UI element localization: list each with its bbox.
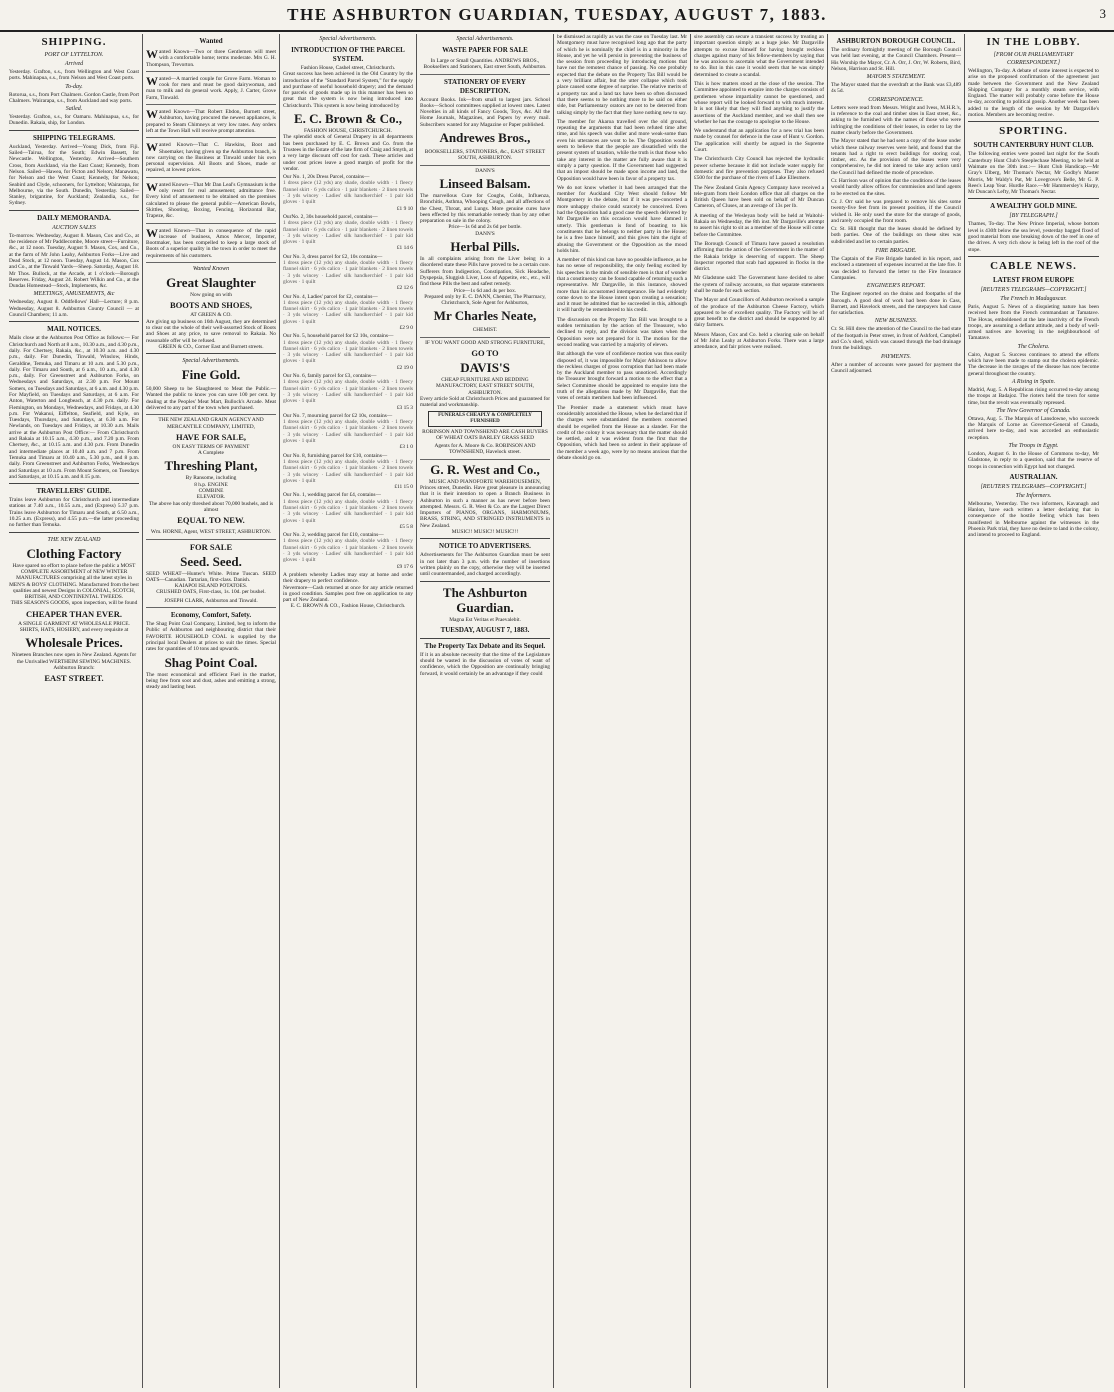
dann-text: Prepared only by E. C. DANN, Chemist, The Pharmacy, Christchurch, Sole Agent for Ashburton,	[424, 293, 546, 307]
news-paragraph: Mr Gladstone said: The Government have decided to alter the system of railway accounts, so that separate statements shall be made for each section.	[694, 275, 824, 294]
telegrams-heading: SHIPPING TELEGRAMS.	[33, 133, 115, 142]
divider	[9, 532, 139, 533]
ecbrown-signature: E. C. BROWN & CO., Fashion House, Christchurch.	[290, 603, 406, 610]
parcel-total: £9 17 6	[396, 563, 413, 570]
parcel-entry	[283, 413, 413, 451]
auction-heading: AUCTION SALES	[52, 224, 96, 231]
parcel-entry	[283, 294, 413, 332]
new-business-text: Cr. St. Hill drew the attention of the Council to the bad state of the footpath in Peter street, in front of Ashford, Campbell and Co.'s shed, which was caused through the bad drainage from the buildings.	[831, 326, 961, 352]
parcel-title: Our No. 2, wedding parcel for £10, contains—	[283, 532, 384, 539]
parcel-total: £2 19 0	[396, 364, 413, 371]
shipping-heading: SHIPPING.	[41, 36, 107, 48]
today-heading: To-day.	[65, 83, 83, 90]
divider	[968, 198, 1099, 199]
egypt-heading: The Troops in Egypt.	[1008, 442, 1059, 449]
reuter-label: [REUTER'S TELEGRAMS—COPYRIGHT.]	[980, 286, 1087, 293]
council-paragraph: Cr. St. Hill thought that the leases should be defined by both parties. One of the buildings on these sites was subdivided and let to certain parties.	[831, 226, 961, 245]
stationery-heading: STATIONERY OF EVERY DESCRIPTION.	[444, 77, 526, 95]
news-paragraph: A meeting of the Wesleyan body will be held at Waitohi-Rakaia on Wednesday, the 8th inst. Mr Dargaville's attempt to assert his right to sit as a member of the House will come before the Committee.	[694, 212, 824, 238]
economy-heading: Economy, Comfort, Safety.	[170, 611, 252, 620]
australian-heading: AUSTRALIAN.	[1009, 472, 1058, 481]
cholera-heading: The Cholera.	[1017, 343, 1050, 350]
parcel-total: £11 15 0	[394, 484, 413, 491]
davis-sub: CHEAP FURNITURE AND BEDDING MANUFACTORY, EAST STREET SOUTH, ASHBURTON.	[436, 377, 534, 396]
parcel-entry	[283, 333, 413, 371]
news-paragraph: The Borough Council of Timaru have passed a resolution affirming that the action of the Government in the matter of the Rakaia bridge is deserving of support. The Sheep Inspector reported that scab had appeared in flocks in the district.	[694, 240, 824, 273]
herbal-text: In all complaints arising from the Liver being in a disordered state these Pills have proved to be a certain cure. Sufferers from Indigestion, Constipation, Sick Headache, Dyspepsia, Sluggish Liver, Loss of Appetite, etc., etc., will find these Pills the best and safest remedy.	[420, 256, 550, 288]
europe-heading: LATEST FROM EUROPE	[992, 275, 1075, 284]
auction-text: To-morrow. Wednesday, August 8. Mason, Cox and Co., at the residence of Mr Paddlecombe, Moore street—Furniture, &c., at 12 noon. Tuesday, August 9. Mason, Cox, and Co., at the farm of Mr John Leahy, Ashburton Forks—Live and Dead Stock, at 12 noon. Tuesday, August 14. Mason, Cox and Co., at the Tinwald Yards—Sheep. Saturday, August 18. Mr Thos. Bullock, at the Arcade, at 1 o'clock—Borough Reserves. Friday, August 24. Robert Wilkin and Co., at the Dundas Homestead—Stock, Implements, &c.	[9, 232, 139, 290]
clothing-text: Have spared no effort to place before the public a MOST COMPLETE ASSORTMENT of NEW WINTER MANUFACTURES comprising all the latest styles in MEN'S & BOYS' CLOTHING. Manufactured from the best qualities and newest Designs in COLONIAL, SCOTCH, BRITISH, AND CONTINENTAL TWEEDS.	[9, 562, 139, 601]
payments-text: After a number of accounts were passed for payment the Council adjourned.	[831, 361, 961, 374]
meetings-heading: MEETINGS, AMUSEMENTS, &c	[33, 291, 115, 298]
herbal-pills-heading: Herbal Pills.	[450, 239, 520, 255]
furniture-text: IF YOU WANT GOOD AND STRONG FURNITURE,	[425, 339, 545, 346]
sailed-heading: Sailed.	[65, 106, 83, 113]
engineer-heading: ENGINEER'S REPORT.	[866, 283, 926, 290]
complete-label: A Complete	[198, 450, 224, 457]
clothing-factory-heading: Clothing Factory	[26, 545, 122, 561]
wanted-ad: Wanted Known—Two or three Gentlemen will meet with a comfortable home; terms moderate. Mrs G. H. Thompson, Trevorton.	[146, 47, 276, 72]
go-to-label: GO TO	[471, 348, 499, 359]
divider	[9, 130, 139, 131]
parcel-items: 1 dress piece (12 yds) any shade, double width · 1 fleecy flannel skirt · 6 yds calico · 1 pair blankets · 2 linen towels · 3 yds wincey · Ladies' silk handkerchief · 1 pair kid gloves · 1 quilt	[283, 339, 413, 365]
payments-heading: PAYMENTS.	[880, 353, 912, 360]
linseed-text: The marvellous Cure for Coughs, Colds, Influenza, Bronchitis, Asthma, Whooping Cough, and all affections of the Chest, Throat, and Lungs. More genuine cures have been effected by this remarkable remedy than by any other preparation on sale in the colony.	[420, 192, 550, 225]
notice-heading: NOTICE TO ADVERTISERS.	[439, 542, 531, 551]
street-label: EAST STREET.	[44, 673, 104, 684]
travellers-heading: TRAVELLERS' GUIDE.	[36, 487, 112, 496]
parcel-title: Our No. 8, furnishing parcel for £10, contains—	[283, 452, 388, 459]
economy-text: The Shag Point Coal Company, Limited, beg to inform the Public of Ashburton and neighbouring district that their FAVORITE HOUSEHOLD COAL is supplied by the principal local Dealers at prices to suit the times. Special rates for quantities of 10 tons and upwards.	[146, 621, 276, 653]
parcel-title: Our No. 7, mourning parcel for £2 10s, contains—	[283, 412, 393, 419]
danns-label: DANN'S	[475, 230, 495, 237]
parcel-list	[283, 174, 413, 570]
wanted-ad: Wanted Known—That Robert Ebdon, Burnett street, Ashburton, having procured the newest appliances, is prepared to Steam Chimneys at very low rates. Any orders left at the Town Hall will receive prompt attention.	[146, 107, 276, 138]
andrews-heading: Andrewes Bros.,	[439, 130, 531, 146]
nz-heading: THE NEW ZEALAND	[47, 536, 101, 543]
special-heading: Special Advertisements.	[456, 36, 514, 42]
meat-ad: 50,000 Sheep to be Slaughtered to Meat the Public.—Wanted the public to know you can save 100 per cent. by dealing at the Peoples' Meat Mart, Bullock's Arcade. Meat delivered to any part of the town when purchased.	[146, 384, 276, 415]
for-sale-heading: FOR SALE	[189, 541, 233, 552]
green-text: Are giving up business on 16th August, they are determined to clear out the whole of their well-assorted Stock of Boots and Shoes at any price, to save removal to Rakaia. No reasonable offer will be refused.	[146, 318, 276, 344]
editorial-paragraph: The Premier made a statement which must have considerably astonished the House, when he declared that if the charges were substantiated the members concerned should be expelled from the House as a slander. For the credit of the colony it was necessary that the matter should be settled, and it was evident from the first that the Opposition, which had been so ardent in their applause of the member a week ago, were by no means anxious that the debate should go on.	[557, 404, 687, 461]
parcel-post2: Nevermore—Cash returned at once for any article returned in good condition. Samples post free on application to any part of New Zealand.	[283, 584, 413, 604]
fire-brigade-text: The Captain of the Fire Brigade handed in his report, and enclosed a statement of expenses incurred at the late fire. It was decided to forward the letter to the Fire Insurance Companies.	[831, 256, 961, 281]
robinson-text: ROBINSON AND TOWNSHEND ARE CASH BUYERS OF WHEAT OATS BARLEY GRASS SEED	[422, 428, 548, 441]
news-paragraph: Messrs Mason, Cox and Co. held a clearing sale on behalf of Mr John Leahy at Ashburton Forks. There was a large attendance, and fair prices were realised.	[694, 331, 824, 351]
spain-heading: A Rising in Spain.	[1011, 378, 1056, 385]
council-paragraph: The Mayor stated that he had sent a copy of the lease under which these railway reserves were held, and found that the tenants had a right to erect buildings for storing coal, timber, etc. As the provision of the leases were very comprehensive, he did not intend to take any action until the Council had defined the mode of procedure.	[831, 138, 961, 176]
divider	[420, 638, 550, 639]
parcel-system-heading: INTRODUCTION OF THE PARCEL SYSTEM.	[291, 46, 405, 63]
fashion-house: Fashion House, Cashel street, Christchurch.	[300, 65, 396, 71]
divider	[420, 538, 550, 539]
oats-label: CRUSHED OATS, First-class, 1s. 10d. per bushel.	[156, 589, 266, 596]
waste-paper-heading: WASTE PAPER FOR SALE	[442, 46, 528, 54]
parcel-title: Our No. 1, 20s Dress Parcel, contains—	[283, 174, 370, 181]
masthead	[0, 0, 1114, 32]
divider	[146, 353, 276, 354]
mail-heading: MAIL NOTICES.	[47, 325, 101, 334]
arrived-text: Yesterday. Grafton, s.s., from Wellington and West Coast ports. Mahinapua, s.s., from Nelson and West Coast ports.	[9, 69, 139, 82]
slaughter-sub: Now going on with	[190, 292, 232, 299]
news-paragraph: The Christchurch City Council has rejected the hydraulic power scheme because it did not include water supply for domestic and fire prevention purposes. They also refused £500 for the purchase of the rivers of Lake Ellesmere.	[694, 156, 824, 182]
travellers-text: Trains leave Ashburton for Christchurch and intermediate stations at 7.40 a.m., 10.55 a.m., and (Express) 5.37 p.m. Trains leave Ashburton for Timaru and South, at 6.50 a.m., 10.25 a.m. (Express), and 4.55 p.m.—the latter proceeding no further than Temuka.	[9, 497, 139, 529]
grwest-text: Princes street, Dunedin. Have great pleasure in announcing that it is their intention to open a Branch Business in Ashburton in such a manner as has never before been attempted. Messrs. G. R. West & Co. are the Largest Direct Importers of PIANOS, ORGANS, HARMONIUMS, BRASS, STRING, AND STRINGED INSTRUMENTS in New Zealand.	[420, 484, 550, 529]
stationery-text: Account Books. Ink—from small to largest jars. School Books—School committees supplied at lowest rates. Latest Novelties in all kinds of Fancy Goods, Toys, &c. All the Home Journals, Magazines, and Papers by every mail. Subscribers wanted for any Magazine or Paper published.	[420, 96, 550, 128]
page-number: 3	[1099, 6, 1106, 21]
have-for-sale: HAVE FOR SALE,	[176, 431, 246, 442]
notice-text: Advertisements for The Ashburton Guardian must be sent in not later than 3 p.m. with the number of insertions written plainly on the copy, otherwise they will be inserted until countermanded, and charged accordingly.	[420, 552, 550, 578]
engineer-text: The Engineer reported on the drains and footpaths of the Borough. A good deal of work had been done in Cass, Burnett, and Havelock streets, and the ratepayers had cause for satisfaction.	[831, 291, 961, 317]
potatoes-label: KAIAPOI ISLAND POTATOES.	[174, 583, 248, 590]
fire-brigade-heading: FIRE BRIGADE.	[875, 248, 917, 255]
equal-to-new: EQUAL TO NEW.	[177, 515, 245, 526]
parcel-total: £3 15 3	[396, 404, 413, 411]
column-borough-council	[828, 34, 965, 1388]
news-paragraph: The New Zealand Grain Agency Company have received a tele-gram from their London office that all charges on the British Queen have been sold on behalf of Mr Duncan Cameron, of Cluses, at an average of 13s per lb.	[694, 184, 824, 210]
editorial-heading: The Property Tax Debate and its Sequel.	[424, 641, 546, 650]
cable-news-heading: CABLE NEWS.	[990, 259, 1077, 272]
parcel-title: Our No. 1, wedding parcel for £4, contains—	[283, 492, 381, 499]
news-paragraph: The Mayor and Councillors of Ashburton received a sample of the produce of the Ashburton Cheese Factory, which appeared to be of excellent quality. The Factory will be of great benefit to the district and should be supported by all dairy farmers.	[694, 297, 824, 329]
madagascar-text: Paris, August 5. News of a disquieting nature has been received here from the French commandant at Tamatave. The Hovas, emboldened at the late inactivity of the French troops, are assuming a defiant attitude, and a body of well-armed natives are hovering in the neighbourhood of Tamatave.	[968, 303, 1099, 342]
gold-mine-heading: A WEALTHY GOLD MINE.	[990, 202, 1077, 211]
parcel-items: 1 dress piece (12 yds) any shade, double width · 1 fleecy flannel skirt · 6 yds calico · 1 pair blankets · 2 linen towels · 3 yds wincey · Ladies' silk handkerchief · 1 pair kid gloves · 1 quilt	[283, 379, 413, 405]
memoranda-heading: DAILY MEMORANDA.	[37, 213, 111, 222]
divider	[9, 483, 139, 484]
grain-agency: THE NEW ZEALAND GRAIN AGENCY AND MERCANTILE COMPANY, LIMITED,	[158, 417, 264, 430]
threshing-heading: Threshing Plant,	[164, 458, 258, 474]
clothing-foot: Nineteen Branches now open in New Zealand. Agents for the Unrivalled WERTHEIM SEWING MACHINES.	[11, 652, 137, 665]
wanted-ad: Wanted Known—That Mr Dan Leal's Gymnasium is the only resort for real amusement; admittance free. Every kind of amusement to be obtained on the premises calculated to please the general public—American Bowls, Skittles, Shooting, Boxing, Fencing, Horizontal Bar, Trapeze, &c.	[146, 180, 276, 224]
telegrams-text: Auckland, Yesterday. Arrived—Young Dick, from Fiji. Sailed—Tairua, for the South; Edwin Bassett, for Newcastle. Wellington, Yesterday. Arrived—Southern Cross, from Auckland, via the East Coast; Kennedy, from Nelson. Sailed—Hawea, for Picton and Nelson; Manawatu, for Nelson and the West Coast; Kennedy, for Nelson; Seabird and Clyde, schooners, for Lyttelton; Wairarapa, for Melbourne, via the South. Dunedin, Yesterday. Sailed—Stanley, brigantine, for Auckland; Zealandia, s.s., for Sydney.	[9, 143, 139, 207]
hunt-club-heading: SOUTH CANTERBURY HUNT CLUB.	[973, 141, 1094, 150]
slaughter-pre: Wanted Known	[192, 266, 230, 273]
guardian-nameplate: The Ashburton Guardian.	[442, 584, 528, 615]
shag-point-heading: Shag Point Coal.	[164, 654, 258, 670]
parcel-entry	[283, 254, 413, 292]
editorial-paragraph: We do not know whether it had been arranged that the member for Auckland City West should follow Mr Montgomery in the debate, but if it was pre-concerted a more unhappy choice could scarcely be conceived. Even had the Opposition had a good case the speech delivered by Mr Dargaville on this occasion would have damned it utterly. This gentleman is fond of boasting to his constituents that he belongs to neither party in the House; he is a free lance himself, and this gives him the right of abusing the Government or the Opposition as the mood holds him.	[557, 184, 687, 254]
parcel-items: 1 dress piece (12 yds) any shade, double width · 1 fleecy flannel skirt · 6 yds calico · 1 pair blankets · 2 linen towels · 3 yds wincey · Ladies' silk handkerchief · 1 pair kid gloves · 1 quilt	[283, 260, 413, 285]
column-editorial	[554, 34, 691, 1388]
parcel-entry	[283, 453, 413, 491]
cheaper-heading: CHEAPER THAN EVER.	[26, 608, 122, 619]
editorial-paragraph: But although the vote of confidence motion was thus easily disposed of, it was impossible for Major Atkinson to allow the reckless charges of gross corruption that had been made by the Auckland member to pass unnoticed. Accordingly the Treasurer brought forward a motion to the effect that a Select Committee should be appointed to enquire into the truth of the allegations made by Mr Dargaville, that the votes of certain members had been influenced.	[557, 351, 687, 402]
wanted-ad: Wanted Known—That C. Hawkins, Boot and Shoemaker, having given up the Ashburton branch, is now carrying on the Business at Tinwald under his own personal supervision. All Boots and Shoes, made or repaired, at lowest prices.	[146, 140, 276, 177]
wanted-heading: Wanted	[199, 37, 223, 45]
horne-signature: Wm. HORNE, Agent, WEST STREET, ASHBURTON.	[146, 527, 276, 539]
ecbrown-heading: E. C. Brown & Co.,	[293, 111, 403, 127]
easy-terms: ON EASY TERMS OF PAYMENT	[172, 443, 250, 450]
lobby-source: [FROM OUR PARLIAMENTARY CORRESPONDENT.]	[993, 52, 1074, 66]
parcel-items: 1 dress piece (12 yds) any shade, double width · 1 fleecy flannel skirt · 6 yds calico · 1 pair blankets · 2 linen towels · 3 yds wincey · Ladies' silk handkerchief · 1 pair kid gloves · 1 quilt	[283, 498, 413, 524]
canada-text: Ottawa, Aug. 5. The Marquis of Lansdowne, who succeeds the Marquis of Lorne as Governor-General of Canada, arrived here to-day, and was accorded an enthusiastic reception.	[968, 415, 1099, 441]
reuter-label: [REUTER'S TELEGRAMS—COPYRIGHT.]	[980, 483, 1087, 490]
special-heading: Special Advertisements.	[182, 358, 240, 365]
informers-text: Melbourne, Yesterday. The two informers, Kavanagh and Hanlon, have each written a letter declaring that in consequence of the hostile feeling which has been manifested in Melbourne against the witnesses in the Phoenix Park trial, they have no desire to land in the colony, and intend to proceed to England.	[968, 500, 1099, 539]
council-paragraph: Cr. Harrison was of opinion that the conditions of the leases would hardly allow offices for commission and land agents to be erected on the sites.	[831, 178, 961, 197]
news-paragraph: This is how matters stood at the close of the session. The Committee appointed to enquire into the charges consists of gentlemen whose impartiality cannot be questioned, and whose report will be looked forward to with much interest. It is not likely that they will find anything to justify the assertions of the Auckland member, and we shall then see whether he has the courage to apologise to the House.	[694, 81, 824, 125]
column-wanted	[143, 34, 280, 1388]
hunt-text: The following entries were posted last night for the South Canterbury Hunt Club's Steeplechase Meeting, to be held at Waimate on the 30th inst.:— Hunt Club Handicap.—Mr Gray's Ulberg, Mr Thomas's Nectar, Mr Godby's Master Morris, Mr Waldy's Pat, Mr Lovegrove's Belle, Mr G. P. Rees's Leap Year. Hurdle Race.—Mr Hammersley's Harpy, Mr Duncan's Lefty, Mr Thomas's Nectar.	[968, 151, 1099, 196]
linseed-heading: Linseed Balsam.	[439, 175, 531, 191]
column-parcels	[280, 34, 417, 1388]
parcel-total: £2 12 6	[396, 285, 413, 292]
wanted-ad: Wanted—A married couple for Grove Farm. Woman to cook for men and must be good dairywoman, and man to milk and do general work. Apply, J. Carter, Grove Farm, Tinwald.	[146, 74, 276, 105]
divider	[968, 121, 1099, 122]
neate-heading: Mr Charles Neate,	[433, 308, 537, 324]
combine-label: COMBINE	[198, 488, 224, 495]
port-heading: PORT OF LYTTELTON.	[44, 52, 104, 58]
clark-signature: JOSEPH CLARK, Ashburton and Tinwald.	[146, 596, 276, 608]
page-columns	[6, 34, 1108, 1388]
shag-text: The most economical and efficient Fuel in the market, being free from soot and dust, ashes and emitting a strong, steady and lasting heat.	[146, 671, 276, 691]
davis-heading: DAVIS'S	[460, 360, 510, 376]
editorial-paragraph: The discussion on the Property Tax Bill was brought to a sudden termination by the action of the Treasurer, who declined to reply, and the division was taken when the Opposition were not prepared for it. The motion for the second reading was carried by a majority of eleven.	[557, 316, 687, 348]
guardian-date: TUESDAY, AUGUST 7, 1883.	[440, 625, 530, 634]
lobby-heading: IN THE LOBBY.	[986, 36, 1081, 48]
divider	[9, 321, 139, 322]
price-label: Price—1s 6d and 2s 6d per bottle.	[448, 224, 522, 231]
sporting-heading: SPORTING.	[999, 125, 1068, 138]
parcel-entry	[283, 373, 413, 411]
spain-text: Madrid, Aug. 5. A Republican rising occurred to-day among the troops at Badajoz. The rioters held the town for some time, but the revolt was eventually repressed.	[968, 386, 1099, 406]
robinson-agents: Agents for A. Moore & Co. ROBINSON AND TOWNSHEND, Havelock street.	[420, 441, 550, 460]
parcel-title: Our No. 6, family parcel for £3, contains—	[283, 373, 377, 380]
mayor-heading: MAYOR'S STATEMENT.	[866, 74, 926, 81]
boots-heading: BOOTS AND SHOES,	[170, 300, 252, 311]
parcel-items: 1 dress piece (12 yds) any shade, double width · 1 fleecy flannel skirt · 6 yds calico · 1 pair blankets · 2 linen towels · 3 yds wincey · Ladies' silk handkerchief · 1 pair kid gloves · 1 quilt	[283, 299, 413, 325]
parcel-total: £1 9 10	[396, 205, 413, 212]
grwest-sub: MUSIC AND PIANOFORTE WAREHOUSEMEN,	[428, 478, 542, 485]
parcel-title: OurNo. 2, 30s household parcel, contains—	[283, 213, 378, 220]
parcel-total: £3 1 0	[399, 444, 413, 451]
council-heading: ASHBURTON BOROUGH COUNCIL.	[836, 37, 956, 45]
branch-label: Ashburton Branch:	[53, 664, 95, 671]
cheaper-pre: THIS SEASON'S GOODS, upon inspection, will be found	[10, 600, 138, 607]
price-label: Price—1s 6d and 4s per box.	[453, 287, 517, 294]
threshed-text: The above has only threshed about 70,000 bushels, and is almost	[148, 500, 274, 513]
great-slaughter-heading: Great Slaughter	[166, 275, 256, 291]
parcel-title: Our No. 3, dress parcel for £2, 10s contains—	[283, 253, 383, 260]
council-intro: The ordinary fortnightly meeting of the Borough Council was held last evening, at the Council Chambers. Present—His Worship the Mayor, Cr. A. Orr, J. Orr, W. Roberts, Bird, Nelson, Harrison and St. Hill.	[831, 47, 961, 72]
parcel-title: Our No. 4, Ladies' parcel for £2, contains—	[283, 293, 378, 300]
parcel-items: 1 dress piece (12 yds) any shade, double width · 1 fleecy flannel skirt · 6 yds calico · 1 pair blankets · 2 linen towels · 3 yds wincey · Ladies' silk handkerchief · 1 pair kid gloves · 1 quilt	[283, 180, 413, 206]
column-local-news	[691, 34, 828, 1388]
elevator-label: ELEVATOR.	[196, 494, 226, 501]
parcel-entry	[283, 532, 413, 570]
parcel-total: £2 9 0	[399, 324, 413, 331]
parcel-title: Our No. 5, household parcel for £2 10s, contains—	[283, 333, 394, 340]
divider	[968, 256, 1099, 257]
green-signature: GREEN & CO., Corner East and Burnett streets.	[158, 343, 264, 350]
music-label: MUSIC!! MUSIC!! MUSIC!!!	[451, 529, 519, 536]
lobby-text: Wellington, To-day. A debate of some interest is expected to arise on the proposed confirmation of the agreement just made between the Government and the New Zealand Shipping Company for a monthly steam service, with England. The matter will probably come before the House to-day, according to political gossip. Another week has been added to the length of the session by Mr Dargaville's motion. Members are becoming restive.	[968, 68, 1099, 119]
wholesale-heading: Wholesale Prices.	[25, 635, 123, 651]
parcel-items: 1 dress piece (12 yds) any shade, double width · 1 fleecy flannel skirt · 6 yds calico · 1 pair blankets · 2 linen towels · 3 yds wincey · Ladies' silk handkerchief · 1 pair kid gloves · 1 quilt	[283, 220, 413, 246]
special-heading: Special Advertisements.	[319, 36, 377, 42]
column-telegrams	[965, 34, 1102, 1388]
parcel-items: 1 dress piece (12 yds) any shade, double width · 1 fleecy flannel skirt · 6 yds calico · 1 pair blankets · 2 linen towels · 3 yds wincey · Ladies' silk handkerchief · 1 pair kid gloves · 1 quilt	[283, 458, 413, 484]
correspondence-text: Letters were read from Messrs. Wright and Ivess, M.H.R.'s, in reference to the coal and timber sites in East street, &c., asking to be furnished with the names of those who were infringing the conditions of their leases, in order to lay the matter clearly before the Government.	[831, 104, 961, 136]
editorial-text: If it is an absolute necessity that the time of the Legislature should be wasted in the discussion of votes of want of confidence, which the Opposition are continually bringing forward, it would certainly be an advantage if they could	[420, 651, 550, 677]
seed-heading: Seed. Seed.	[180, 553, 242, 569]
editorial-paragraph: be dismissed as rapidly as was the case on Tuesday last. Mr Montgomery must have recognised long ago that the party of which he is nominally the chief is in a minority in the House, and yet he will persist in preventing the business of the session from proceeding by introducing motions that have not the remotest chance of passing. No one probably expected that the debate on the Property Tax Bill would be a very brilliant affair, but the utter collapse which took place caused some degree of surprise. The relative merits of a property tax and a land tax have been so often discussed that there seems to be nothing more to be said on either side, but Parliamentary orators are not to be deterred from talking simply by the fact that they have nothing new to say.	[557, 34, 687, 116]
arrived-heading: Arrived	[64, 61, 84, 67]
parcel-items: 1 dress piece (12 yds) any shade, double width · 1 fleecy flannel skirt · 6 yds calico · 1 pair blankets · 2 linen towels · 3 yds wincey · Ladies' silk handkerchief · 1 pair kid gloves · 1 quilt	[283, 538, 413, 564]
editorial-paragraph: A member of this kind can have no possible influence, as he has no sense of responsibility, the only feeling excited by his speeches in the minds of sensible men is that of wonder that a constituency can be found capable of returning such a representative. Mr Dargaville, in this instance, showed more than his accustomed intemperance. He had evidently come down to the House intent upon creating a sensation; and it must be admitted that he succeeded in this, although it will hardly be remembered to his credit.	[557, 257, 687, 314]
intro-text: Great success has been achieved in the Old Country by the introduction of the "Standard Parcel System," for the supply and purchase of useful household drapery; and the demand for parcels of goods made up in this manner has been so great that the system is now being introduced into Christchurch. This system is now being introduced by	[283, 71, 413, 109]
divider	[420, 581, 550, 582]
fine-gold-heading: Fine Gold.	[181, 367, 241, 383]
waste-text: In Large or Small Quantities. ANDREWS BROS., Booksellers and Stationers, East street South, Ashburton.	[420, 56, 550, 75]
parcel-items: 1 dress piece (12 yds) any shade, double width · 1 fleecy flannel skirt · 6 yds calico · 1 pair blankets · 2 linen towels · 3 yds wincey · Ladies' silk handkerchief · 1 pair kid gloves · 1 quilt	[283, 419, 413, 445]
column-shipping	[6, 34, 143, 1388]
canada-heading: The New Governor of Canada.	[996, 407, 1071, 414]
madagascar-heading: The French in Madagascar.	[1000, 295, 1067, 302]
seed-list: SEED WHEAT—Hunter's White. Prime Tuscan. SEED OATS—Canadian. Tartarian, first-class. Danish.	[146, 570, 276, 583]
mayor-text: The Mayor stated that the overdraft at the Bank was £3,489 4s 5d.	[831, 82, 961, 95]
parcel-entry	[283, 492, 413, 530]
green-by: AT GREEN & CO.	[190, 312, 232, 319]
new-business-heading: NEW BUSINESS.	[874, 318, 918, 325]
telegraph-label: [BY TELEGRAPH.]	[1009, 213, 1058, 220]
wanted-ad: Wanted Known—That in consequence of the rapid increase of business, Amos Mercer, Importer, Bootmaker, has been compelled to keep a large stock of Boots of a superior quality in the town in order to meet the requirements of his customers.	[146, 226, 276, 263]
neate-sub: CHEMIST.	[420, 325, 550, 337]
newspaper-title: THE ASHBURTON GUARDIAN, TUESDAY, AUGUST 7, 1883.	[287, 5, 827, 24]
today-text: Rotorua, s.s., from Port Chalmers. Gordon Castle, from Port Chalmers. Wairarapa, s.s., from Auckland and way ports.	[9, 91, 139, 104]
engine-label: 8 h.p. ENGINE	[194, 481, 228, 488]
divider	[9, 210, 139, 211]
editorial-paragraph: The member for Akaroa travelled over the old ground, repeating the arguments that had been refuted time after time, and his speech was duller and more weak-some than even his utterances are wont to be. The Opposition would seem to believe that the people are dissatisfied with the present system of taxation, while the truth is that those who take any interest in the matter are fully aware that it is simply a party question. If the Government had suggested that an impost should be made upon income and land, the Opposition would have been in favor of a property tax.	[557, 118, 687, 182]
cholera-text: Cairo, August 5. Success continues to attend the efforts which have been made to stamp out the cholera epidemic. The decrease in the ravages of the disease has now become general throughout the country.	[968, 351, 1099, 377]
news-paragraph: We understand that an application for a new trial has been made by counsel for defence in the case of Hunt v. Gordon. The application will shortly be argued in the Supreme Court.	[694, 128, 824, 154]
informers-heading: The Informers.	[1015, 492, 1052, 499]
parcel-post: A problem whereby Ladies may stay at home and order their drapery to perfect confidence.	[283, 571, 413, 585]
ecbrown-sub: FASHION HOUSE, CHRISTCHURCH.	[304, 128, 392, 135]
egypt-text: London, August 6. In the House of Commons to-day, Mr Gladstone, in reply to a question, said that the reserve of troops in connection with Egypt had not changed.	[968, 450, 1099, 470]
danns-label: DANN'S	[475, 167, 495, 174]
sailed-text: Yesterday. Grafton, s.s., for Oamaru. Mahinapua, s.s., for Dunedin. Rakaia, ship, for London.	[9, 114, 139, 127]
mail-text: Mails close at the Ashburton Post Office as follows:— For Christchurch and North at 8 a.m., 10.30 a.m., and 4.30 p.m., daily. For Chertsey, Rakaia, &c., at 10.30 a.m. and 4.30 p.m., daily. For Dunedin, Tinwald, Winslow, Hinds, Geraldine, Temuka, and Timaru at 10 a.m. and 5.30 p.m., daily. For Timaru and South, at 6 a.m., 10 a.m., and 4.30 p.m., daily. For Greenstreet and Ashburton Forks, on Wednesdays and Saturdays, at 2.30 p.m. For Mount Somers, on Tuesdays and Saturdays, at 6 a.m. and 4.30 p.m. For Mayfield, on Tuesdays and Saturdays, at 6 a.m. For Anton, Waterton and Longbeach, at 4.30 p.m. daily. For Flemington, on Mondays, Wednesdays, and Fridays, at 4.30 p.m. For Wakanui, Eiffelton, Seafield, and Kyle, on Tuesdays, Thursdays, and Saturdays, at 6.30 a.m. For Newlands, on Tuesdays and Fridays, at 10.30 a.m. Mails arrive at the Ashburton Post Office:— From Christchurch and Rakaia at 10.15 a.m., 4.30 p.m., and 7.20 p.m. From Chertsey, &c., at 10.15 a.m. and 4.30 p.m. From Dunedin and intermediate places at 10.40 a.m. and 7 p.m. From Temuka and Timaru at 10.40 a.m., 5.30 p.m., and 8 p.m. daily. From Greenstreet and Ashburton Forks, Wednesdays and Saturdays at 10 a.m. From Mount Somers, on Tuesdays and Saturdays, at 10.15 a.m. and 8.15 p.m.	[9, 335, 139, 480]
andrews-sub: BOOKSELLERS, STATIONERS, &c., EAST STREET SOUTH, ASHBURTON.	[420, 147, 550, 166]
correspondence-heading: CORRESPONDENCE.	[868, 96, 924, 103]
ecbrown-text: The splendid stock of General Drapery in all departments has been purchased by E. C. Brown and Co. from the Trustees in the Estate of the late firm of Craig and Smyth, at a very large discount off cost for cash. These articles and under cost prices leave a good margin of profit for the vendor.	[283, 134, 413, 172]
council-paragraph: Cr. J. Orr said he was prepared to remove his sites some twenty-five feet from its present position, if the Council wished it. He only used the store for the storage of goods, and rarely occupied the front room.	[831, 198, 961, 224]
column-specials	[417, 34, 554, 1388]
parcel-total: £1 14 6	[396, 245, 413, 252]
parcel-entry	[283, 174, 413, 212]
parcel-total: £5 5 8	[399, 523, 413, 530]
ransome-label: By Ransome, including	[185, 475, 237, 482]
parcel-entry	[283, 214, 413, 252]
davis-text: Every article Sold at Christchurch Prices and guaranteed for material and workmanship.	[420, 395, 550, 409]
wholesale-pre: A SINGLE GARMENT AT WHOLESALE PRICE. SHIRTS, HATS, HOSIERY, and every requisite at	[18, 620, 130, 633]
news-paragraph: sive assembly can secure a transient success by treating an important question simply as a huge joke. Mr Dargaville attempts to excuse himself for having brought reckless charges against many of his fellow-members by saying that he was anxious to ascertain what the Government intended to do. But in this case it would seem that he was simply determined to create a scandal.	[694, 34, 824, 78]
grwest-heading: G. R. West and Co.,	[430, 461, 540, 477]
guardian-motto: Magna Est Veritas et Praevalebit.	[449, 616, 521, 623]
funerals-box: FUNERALS CHEAPLY & COMPLETELY FURNISHED	[428, 411, 542, 427]
gold-text: Thames, To-day. The New Prince Imperial, whose bottom level is 430ft below the sea level, yesterday bagged fixed of good material from one breaking down of the reef in one of the drives. A very rich show is being left in the roof of the stope.	[968, 221, 1099, 253]
meetings-text: Wednesday, August 8. Oddfellows' Hall—Lecture; 8 p.m. Wednesday, August 8. Ashburton County Council — at Council Chambers; 11 a.m.	[9, 299, 139, 319]
